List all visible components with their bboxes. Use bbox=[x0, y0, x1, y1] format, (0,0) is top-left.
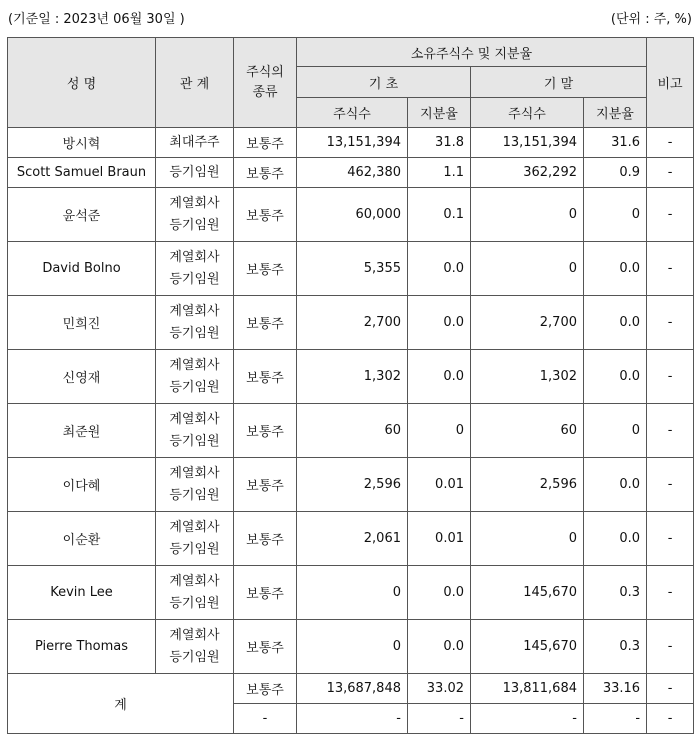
cell-end-shares: 0 bbox=[471, 188, 584, 242]
cell-relation: 계열회사 등기임원 bbox=[156, 350, 234, 404]
cell-name: 이순환 bbox=[8, 512, 156, 566]
cell-stock-type: 보통주 bbox=[234, 188, 297, 242]
cell-note: - bbox=[647, 458, 694, 512]
cell-end-shares: 2,596 bbox=[471, 458, 584, 512]
cell-begin-shares: 2,596 bbox=[297, 458, 408, 512]
cell-end-shares: 13,151,394 bbox=[471, 128, 584, 158]
total-other-begin-ratio: - bbox=[408, 704, 471, 734]
cell-end-ratio: 0.9 bbox=[584, 158, 647, 188]
cell-begin-ratio: 31.8 bbox=[408, 128, 471, 158]
header-stock-type: 주식의 종류 bbox=[234, 38, 297, 128]
cell-note: - bbox=[647, 350, 694, 404]
total-other-note: - bbox=[647, 704, 694, 734]
total-end-shares: 13,811,684 bbox=[471, 674, 584, 704]
cell-end-shares: 362,292 bbox=[471, 158, 584, 188]
total-stock-type: 보통주 bbox=[234, 674, 297, 704]
cell-begin-shares: 60 bbox=[297, 404, 408, 458]
cell-end-shares: 0 bbox=[471, 242, 584, 296]
cell-name: 방시혁 bbox=[8, 128, 156, 158]
cell-end-shares: 0 bbox=[471, 512, 584, 566]
shareholding-table bbox=[7, 37, 694, 734]
cell-stock-type: 보통주 bbox=[234, 404, 297, 458]
cell-begin-ratio: 0 bbox=[408, 404, 471, 458]
cell-begin-shares: 462,380 bbox=[297, 158, 408, 188]
cell-end-ratio: 0.0 bbox=[584, 242, 647, 296]
cell-note: - bbox=[647, 296, 694, 350]
cell-name: Scott Samuel Braun bbox=[8, 158, 156, 188]
header-begin: 기 초 bbox=[297, 67, 471, 98]
cell-begin-ratio: 1.1 bbox=[408, 158, 471, 188]
cell-relation: 계열회사 등기임원 bbox=[156, 242, 234, 296]
cell-note: - bbox=[647, 620, 694, 674]
cell-end-ratio: 31.6 bbox=[584, 128, 647, 158]
cell-relation: 최대주주 bbox=[156, 128, 234, 158]
cell-relation: 계열회사 등기임원 bbox=[156, 458, 234, 512]
cell-end-ratio: 0.3 bbox=[584, 566, 647, 620]
cell-begin-shares: 2,061 bbox=[297, 512, 408, 566]
total-begin-ratio: 33.02 bbox=[408, 674, 471, 704]
cell-stock-type: 보통주 bbox=[234, 620, 297, 674]
header-name: 성 명 bbox=[8, 38, 156, 128]
cell-end-shares: 145,670 bbox=[471, 566, 584, 620]
base-date: (기준일 : 2023년 06월 30일 ) bbox=[8, 12, 185, 27]
cell-begin-shares: 13,151,394 bbox=[297, 128, 408, 158]
header-begin-ratio: 지분율 bbox=[408, 98, 471, 128]
cell-name: Pierre Thomas bbox=[8, 620, 156, 674]
header-note: 비고 bbox=[647, 38, 694, 128]
table-caption bbox=[0, 0, 700, 34]
total-other-end-ratio: - bbox=[584, 704, 647, 734]
table-row bbox=[8, 620, 694, 674]
cell-begin-shares: 0 bbox=[297, 566, 408, 620]
cell-name: 윤석준 bbox=[8, 188, 156, 242]
cell-relation: 계열회사 등기임원 bbox=[156, 404, 234, 458]
total-label: 계 bbox=[8, 674, 234, 734]
cell-relation: 계열회사 등기임원 bbox=[156, 296, 234, 350]
cell-end-ratio: 0.0 bbox=[584, 350, 647, 404]
header-relation: 관 계 bbox=[156, 38, 234, 128]
cell-end-shares: 2,700 bbox=[471, 296, 584, 350]
cell-name: 최준원 bbox=[8, 404, 156, 458]
cell-name: Kevin Lee bbox=[8, 566, 156, 620]
header-end-shares: 주식수 bbox=[471, 98, 584, 128]
total-other-stock-type: - bbox=[234, 704, 297, 734]
cell-relation: 계열회사 등기임원 bbox=[156, 566, 234, 620]
table-row bbox=[8, 188, 694, 242]
total-note: - bbox=[647, 674, 694, 704]
cell-begin-ratio: 0.01 bbox=[408, 458, 471, 512]
header-holdings: 소유주식수 및 지분율 bbox=[297, 38, 647, 67]
table-row bbox=[8, 158, 694, 188]
cell-begin-shares: 1,302 bbox=[297, 350, 408, 404]
cell-stock-type: 보통주 bbox=[234, 350, 297, 404]
cell-begin-ratio: 0.0 bbox=[408, 242, 471, 296]
cell-stock-type: 보통주 bbox=[234, 158, 297, 188]
cell-stock-type: 보통주 bbox=[234, 458, 297, 512]
cell-note: - bbox=[647, 242, 694, 296]
header-end-ratio: 지분율 bbox=[584, 98, 647, 128]
cell-end-ratio: 0.0 bbox=[584, 458, 647, 512]
cell-end-ratio: 0.0 bbox=[584, 296, 647, 350]
cell-stock-type: 보통주 bbox=[234, 128, 297, 158]
cell-stock-type: 보통주 bbox=[234, 242, 297, 296]
cell-end-ratio: 0 bbox=[584, 188, 647, 242]
total-other-begin-shares: - bbox=[297, 704, 408, 734]
cell-begin-ratio: 0.1 bbox=[408, 188, 471, 242]
cell-begin-ratio: 0.01 bbox=[408, 512, 471, 566]
header-end: 기 말 bbox=[471, 67, 647, 98]
cell-begin-shares: 5,355 bbox=[297, 242, 408, 296]
cell-begin-shares: 60,000 bbox=[297, 188, 408, 242]
cell-stock-type: 보통주 bbox=[234, 512, 297, 566]
table-row bbox=[8, 296, 694, 350]
total-end-ratio: 33.16 bbox=[584, 674, 647, 704]
cell-note: - bbox=[647, 158, 694, 188]
table-row bbox=[8, 566, 694, 620]
cell-relation: 등기임원 bbox=[156, 158, 234, 188]
cell-name: 민희진 bbox=[8, 296, 156, 350]
cell-note: - bbox=[647, 188, 694, 242]
cell-end-ratio: 0.0 bbox=[584, 512, 647, 566]
cell-begin-ratio: 0.0 bbox=[408, 620, 471, 674]
cell-end-shares: 145,670 bbox=[471, 620, 584, 674]
table-row bbox=[8, 404, 694, 458]
cell-stock-type: 보통주 bbox=[234, 566, 297, 620]
cell-end-shares: 1,302 bbox=[471, 350, 584, 404]
cell-end-ratio: 0 bbox=[584, 404, 647, 458]
cell-name: David Bolno bbox=[8, 242, 156, 296]
table-row bbox=[8, 350, 694, 404]
total-row-common bbox=[8, 674, 694, 704]
table-row bbox=[8, 242, 694, 296]
cell-note: - bbox=[647, 512, 694, 566]
cell-relation: 계열회사 등기임원 bbox=[156, 512, 234, 566]
cell-note: - bbox=[647, 128, 694, 158]
table-row bbox=[8, 512, 694, 566]
cell-name: 이다혜 bbox=[8, 458, 156, 512]
cell-begin-ratio: 0.0 bbox=[408, 566, 471, 620]
total-other-end-shares: - bbox=[471, 704, 584, 734]
cell-begin-ratio: 0.0 bbox=[408, 350, 471, 404]
cell-name: 신영재 bbox=[8, 350, 156, 404]
header-begin-shares: 주식수 bbox=[297, 98, 408, 128]
unit-label: (단위 : 주, %) bbox=[610, 12, 692, 27]
cell-begin-ratio: 0.0 bbox=[408, 296, 471, 350]
table-row bbox=[8, 128, 694, 158]
cell-begin-shares: 2,700 bbox=[297, 296, 408, 350]
cell-end-shares: 60 bbox=[471, 404, 584, 458]
cell-note: - bbox=[647, 566, 694, 620]
total-begin-shares: 13,687,848 bbox=[297, 674, 408, 704]
cell-relation: 계열회사 등기임원 bbox=[156, 188, 234, 242]
table-row bbox=[8, 458, 694, 512]
cell-note: - bbox=[647, 404, 694, 458]
cell-begin-shares: 0 bbox=[297, 620, 408, 674]
cell-stock-type: 보통주 bbox=[234, 296, 297, 350]
cell-relation: 계열회사 등기임원 bbox=[156, 620, 234, 674]
cell-end-ratio: 0.3 bbox=[584, 620, 647, 674]
